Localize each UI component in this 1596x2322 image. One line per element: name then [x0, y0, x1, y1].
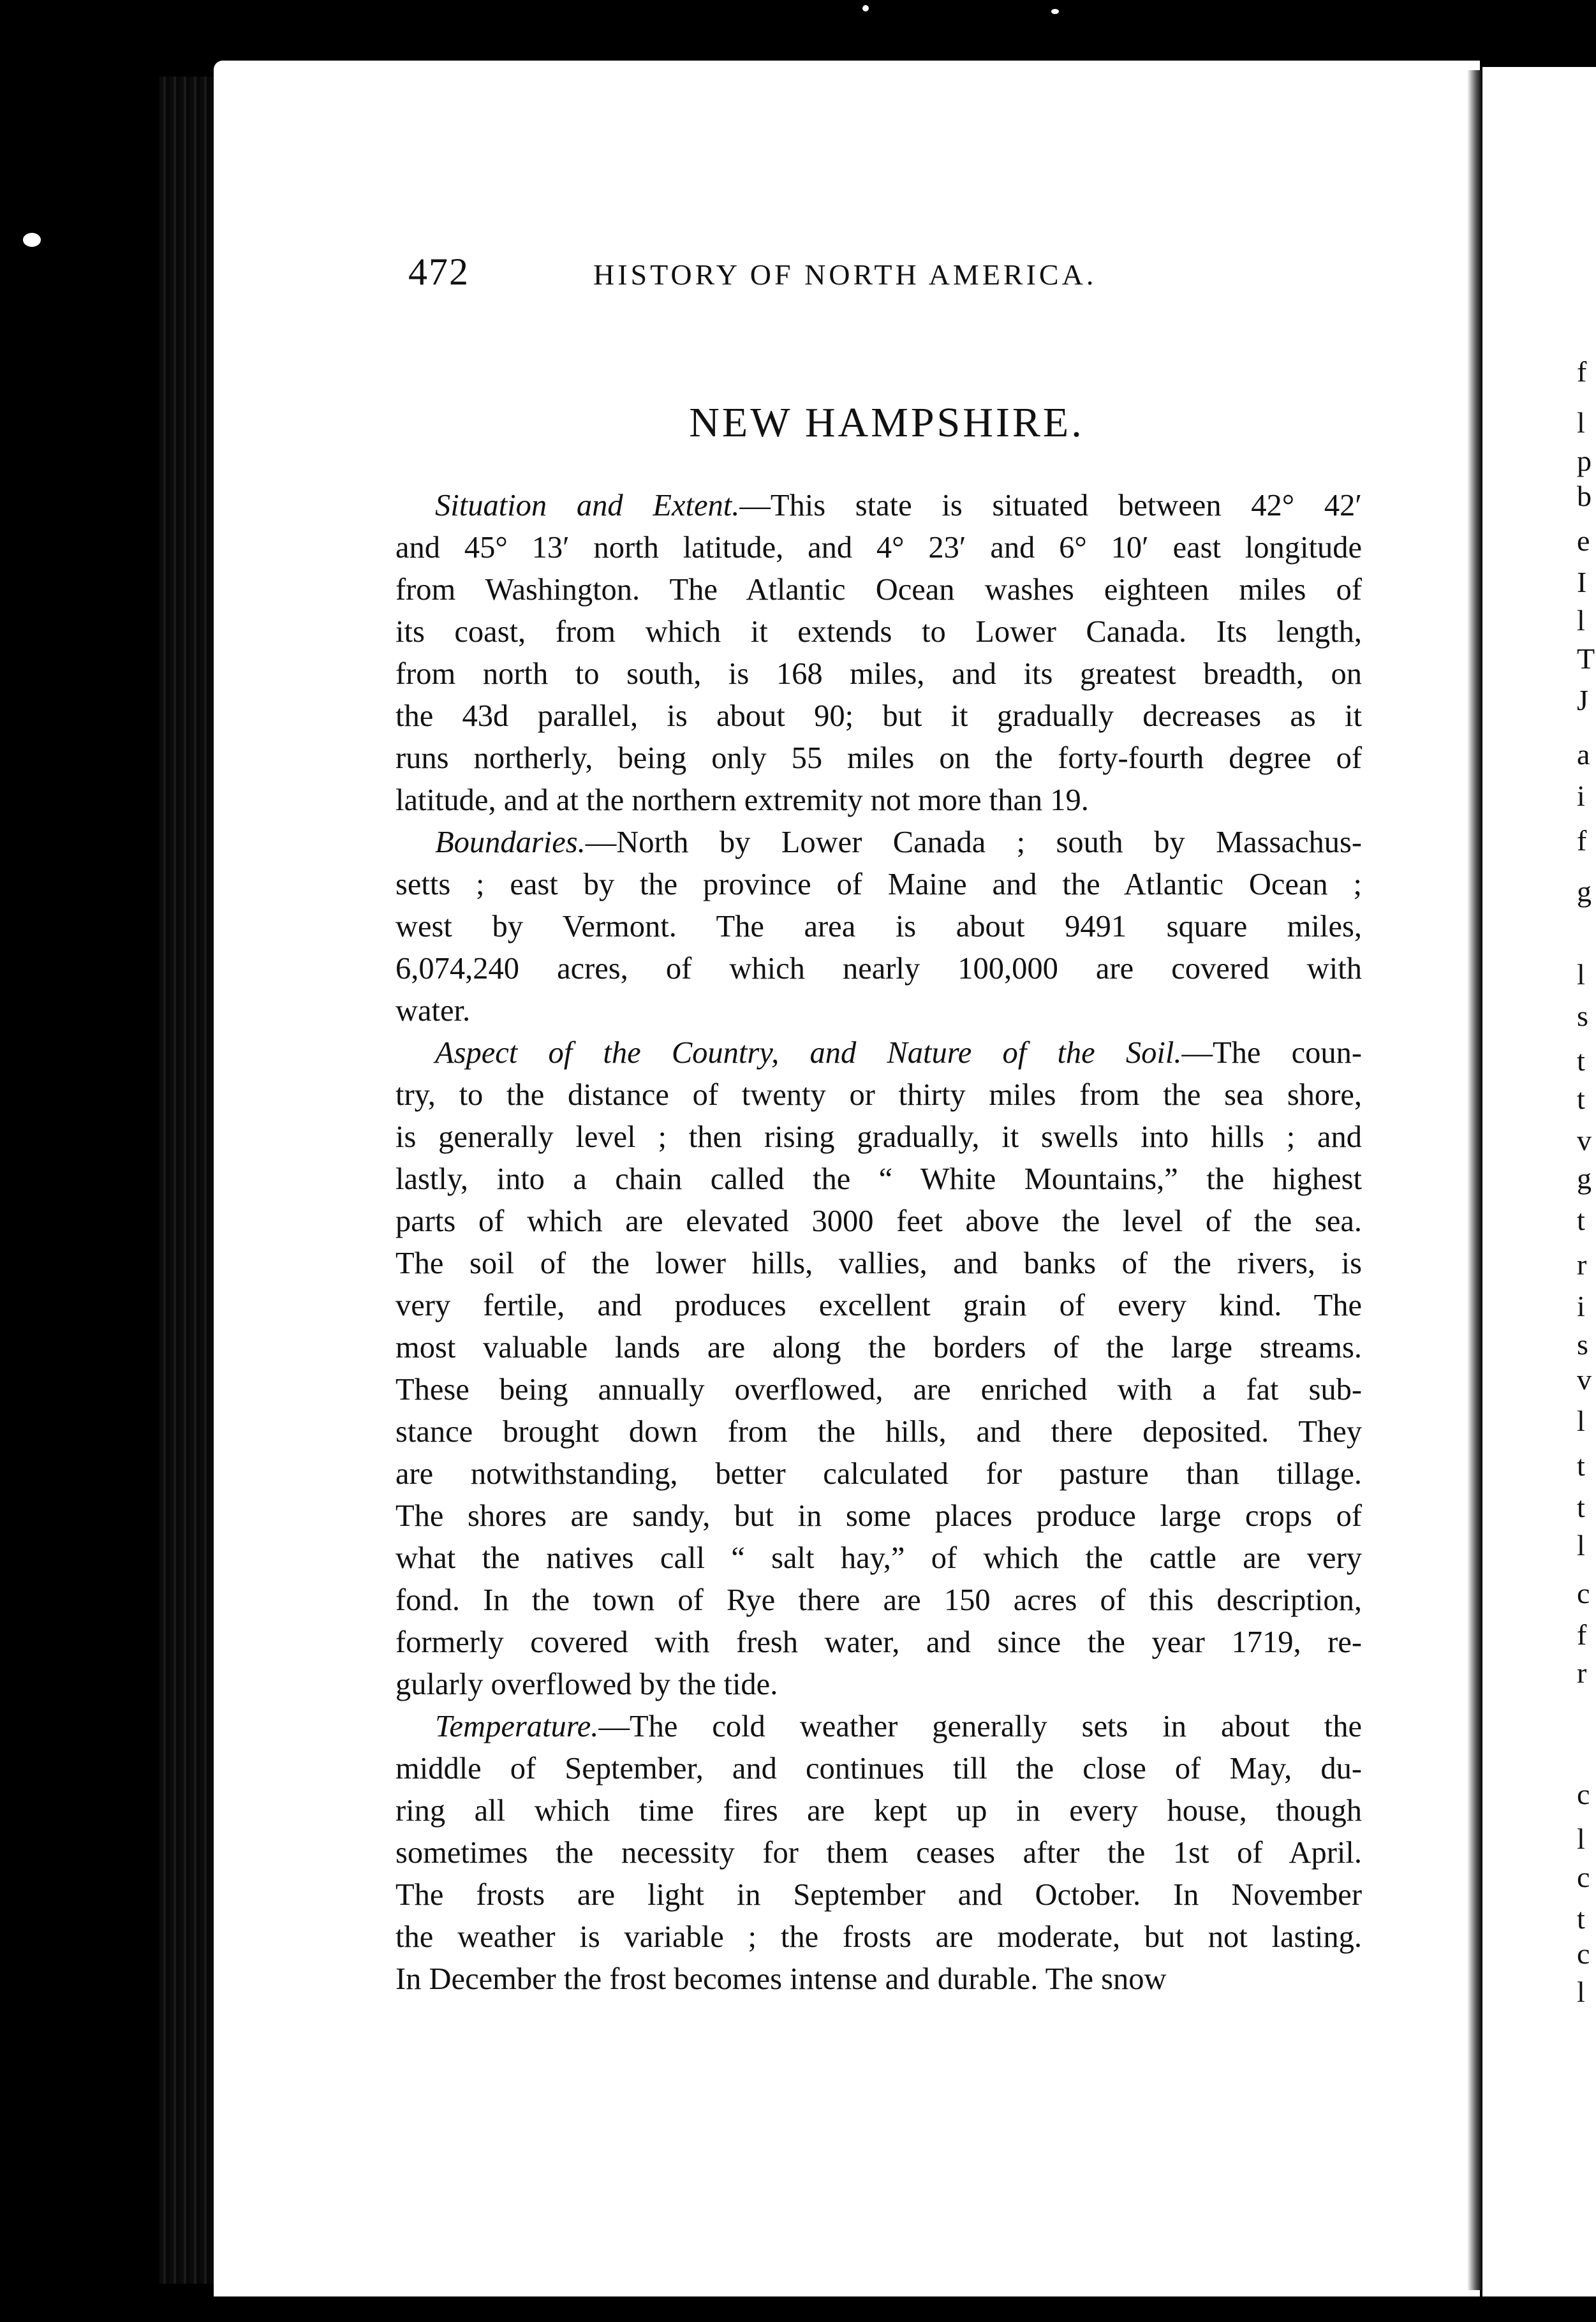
book-binding [159, 77, 217, 2284]
facing-page-letter: t [1577, 1204, 1585, 1236]
text-line: most valuable lands are along the borders of the large streams. [395, 1331, 1362, 1364]
facing-page-letter: l [1577, 1976, 1585, 2008]
facing-page-letter: c [1577, 1778, 1590, 1810]
text-line: the weather is variable ; the frosts are moderate, but not lasting. [395, 1920, 1362, 1954]
line-text: —The coun- [1181, 1036, 1362, 1070]
text-line: parts of which are elevated 3000 feet above the level of the sea. [395, 1204, 1362, 1238]
facing-page-letter: l [1577, 1405, 1585, 1437]
paragraph-lead: Situation and Extent. [435, 489, 740, 522]
scan-speck [1051, 9, 1059, 14]
text-line: setts ; east by the province of Maine and the Atlantic Ocean ; [395, 868, 1362, 901]
facing-page-letter: T [1577, 642, 1595, 675]
facing-page-letter: I [1577, 566, 1587, 598]
facing-page-letter: i [1577, 1290, 1585, 1322]
facing-page-letter: s [1577, 1000, 1588, 1032]
text-line: latitude, and at the northern extremity not more than 19. [395, 783, 1089, 817]
facing-page-letter: c [1577, 1861, 1590, 1893]
text-line: is generally level ; then rising gradually, it swells into hills ; and [395, 1120, 1362, 1154]
facing-page-letter: f [1577, 1618, 1587, 1651]
text-line: very fertile, and produces excellent grain of every kind. The [395, 1289, 1362, 1322]
facing-page-letter: l [1577, 406, 1585, 439]
paragraph [395, 485, 1362, 822]
text-line [395, 822, 1362, 864]
page-number: 472 [408, 251, 469, 293]
facing-page-letter: t [1577, 1902, 1585, 1935]
facing-page-letter: p [1577, 445, 1592, 477]
facing-page-letter: a [1577, 738, 1590, 771]
text-line: water. [395, 994, 471, 1028]
facing-page-letter: v [1577, 1124, 1592, 1157]
facing-page-letter: f [1577, 824, 1587, 857]
line-text: —This state is situated between 42° 42′ [739, 489, 1363, 522]
text-line: the 43d parallel, is about 90; but it gradually decreases as it [395, 699, 1362, 733]
facing-page-letter: f [1577, 355, 1587, 388]
facing-page-letter: l [1577, 958, 1585, 991]
text-line: runs northerly, being only 55 miles on the forty-fourth degree of [395, 741, 1362, 775]
paragraph-lead: Boundaries. [435, 825, 586, 859]
facing-page-letter: v [1577, 1363, 1592, 1396]
line-text: —North by Lower Canada ; south by Massachus- [585, 825, 1362, 859]
text-line: 6,074,240 acres, of which nearly 100,000 are covered with [395, 952, 1362, 986]
text-line: ring all which time fires are kept up in every house, though [395, 1794, 1362, 1828]
text-line: sometimes the necessity for them ceases after the 1st of April. [395, 1836, 1362, 1870]
facing-page-letter: l [1577, 1823, 1585, 1855]
text-line: are notwithstanding, better calculated for pasture than tillage. [395, 1457, 1362, 1491]
text-line: its coast, from which it extends to Lower Canada. Its length, [395, 615, 1362, 649]
facing-page-letter: g [1577, 875, 1592, 908]
facing-page-letter: r [1577, 1657, 1587, 1689]
facing-page-letter: J [1577, 684, 1588, 716]
facing-page-letter: t [1577, 1083, 1585, 1115]
facing-page-letter: l [1577, 604, 1585, 637]
text-line: formerly covered with fresh water, and since the year 1719, re- [395, 1625, 1362, 1659]
text-line: try, to the distance of twenty or thirty miles from the sea shore, [395, 1078, 1362, 1112]
facing-page-letter: c [1577, 1937, 1590, 1970]
paragraph-lead: Temperature. [435, 1710, 599, 1743]
text-line: from north to south, is 168 miles, and its greatest breadth, on [395, 657, 1362, 691]
facing-page-edge [1482, 67, 1596, 2296]
text-line: In December the frost becomes intense and durable. The snow [395, 1962, 1167, 1996]
gutter-shadow [1467, 70, 1482, 2290]
text-line: lastly, into a chain called the “ White Mountains,” the highest [395, 1162, 1362, 1196]
text-line: stance brought down from the hills, and there deposited. They [395, 1415, 1362, 1449]
line-text: —The cold weather generally sets in about the [598, 1710, 1362, 1743]
body-text [395, 485, 1362, 2000]
paragraph-lead: Aspect of the Country, and Nature of the Soil. [435, 1036, 1182, 1070]
facing-page-letter: g [1577, 1162, 1592, 1195]
text-line: middle of September, and continues till the close of May, du- [395, 1752, 1362, 1786]
scan-speck [862, 5, 869, 11]
facing-page-letter: e [1577, 524, 1590, 557]
running-head [408, 250, 1161, 295]
text-line: The shores are sandy, but in some places produce large crops of [395, 1499, 1362, 1533]
facing-page-letter: c [1577, 1577, 1590, 1609]
running-title: HISTORY OF NORTH AMERICA. [593, 258, 1097, 291]
text-line: The frosts are light in September and October. In November [395, 1878, 1362, 1912]
text-line [395, 485, 1362, 527]
facing-page-letter: b [1577, 480, 1592, 512]
facing-page-letter: t [1577, 1044, 1585, 1077]
facing-page-letter: l [1577, 1529, 1585, 1562]
facing-page-letter: t [1577, 1491, 1585, 1523]
text-line: what the natives call “ salt hay,” of which the cattle are very [395, 1541, 1362, 1575]
paragraph [395, 1032, 1362, 1706]
text-line: and 45° 13′ north latitude, and 4° 23′ and 6° 10′ east longitude [395, 531, 1362, 565]
text-line: from Washington. The Atlantic Ocean washes eighteen miles of [395, 573, 1362, 607]
text-line: The soil of the lower hills, vallies, and banks of the rivers, is [395, 1246, 1362, 1280]
scan-speck [23, 233, 41, 247]
paragraph [395, 1706, 1362, 2000]
text-line: fond. In the town of Rye there are 150 acres of this description, [395, 1583, 1362, 1617]
facing-page-letter: s [1577, 1328, 1588, 1361]
facing-page-letter: t [1577, 1449, 1585, 1482]
text-line [395, 1706, 1362, 1748]
text-line: west by Vermont. The area is about 9491 square miles, [395, 910, 1362, 943]
text-line: gularly overflowed by the tide. [395, 1668, 778, 1701]
text-line: These being annually overflowed, are enriched with a fat sub- [395, 1373, 1362, 1407]
facing-page-letter: r [1577, 1248, 1587, 1281]
facing-page-letter: i [1577, 780, 1585, 812]
paragraph [395, 822, 1362, 1032]
chapter-heading: NEW HAMPSHIRE. [689, 399, 1084, 446]
text-line [395, 1032, 1362, 1074]
